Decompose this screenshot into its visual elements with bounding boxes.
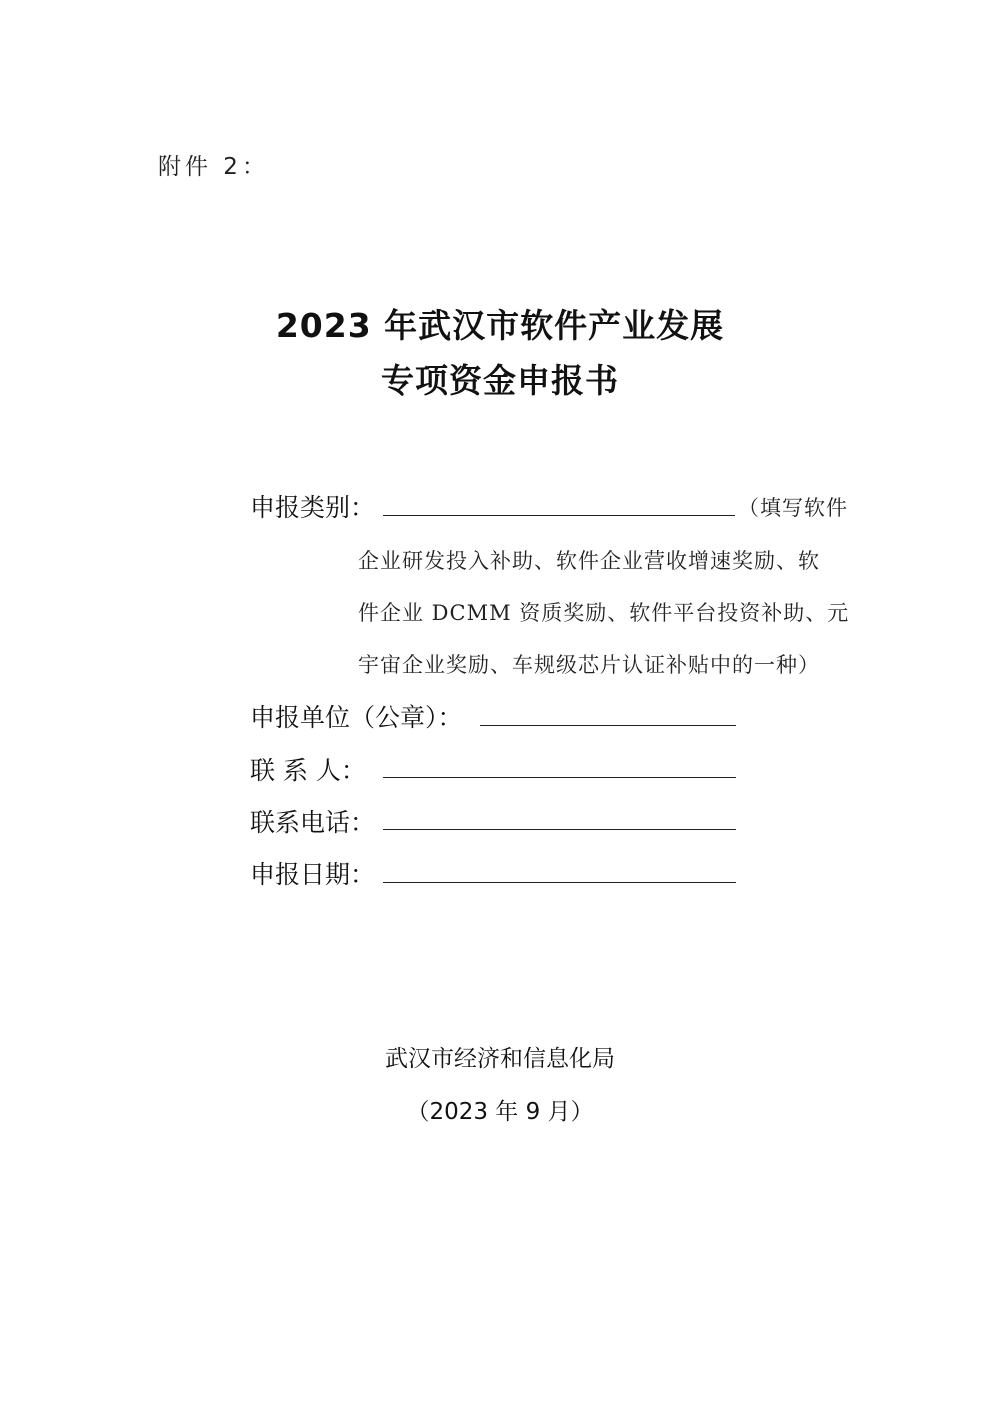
- unit-label: 申报单位（公章）：: [250, 703, 463, 732]
- contact-field[interactable]: [383, 777, 736, 778]
- phone-field[interactable]: [383, 829, 736, 830]
- issue-date: （2023 年 9 月）: [406, 1099, 594, 1125]
- issuer-name: 武汉市经济和信息化局: [385, 1046, 615, 1072]
- document-title-line1: 2023 年武汉市软件产业发展: [275, 306, 725, 345]
- category-field[interactable]: [383, 515, 735, 516]
- category-note-line: 宇宙企业奖励、车规级芯片认证补贴中的一种）: [358, 653, 820, 677]
- category-note-line: 企业研发投入补助、软件企业营收增速奖励、软: [358, 549, 820, 573]
- category-note-line: 件企业 DCMM 资质奖励、软件平台投资补助、元: [358, 601, 850, 625]
- document-title-line2: 专项资金申报书: [381, 361, 619, 400]
- phone-label: 联系电话：: [250, 808, 376, 837]
- attachment-label: 附件 2：: [158, 154, 269, 180]
- category-note-first: （填写软件: [738, 496, 848, 520]
- category-label: 申报类别：: [250, 493, 376, 522]
- date-field[interactable]: [383, 882, 736, 883]
- unit-field[interactable]: [480, 725, 736, 726]
- date-label: 申报日期：: [250, 860, 376, 889]
- contact-label: 联 系 人：: [250, 756, 366, 785]
